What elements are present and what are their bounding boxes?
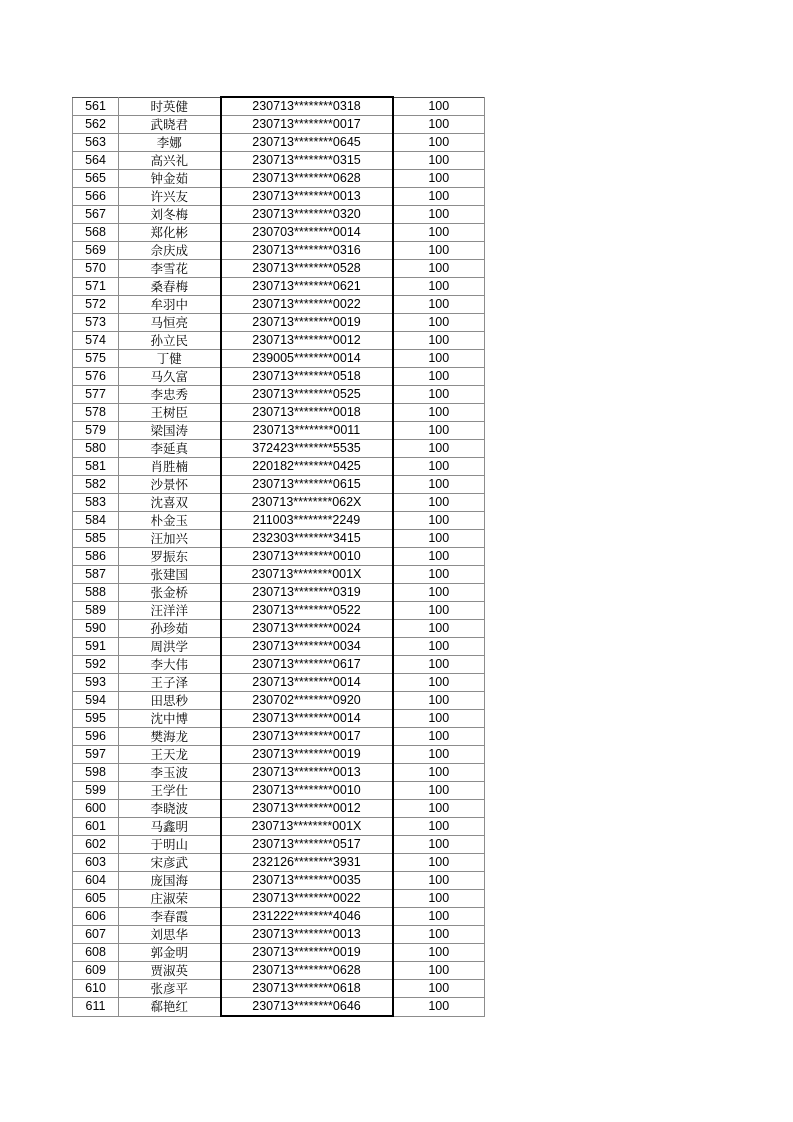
id-number: 230713********0019 (221, 314, 393, 332)
id-number: 230702********0920 (221, 692, 393, 710)
id-number: 230713********0528 (221, 260, 393, 278)
table-row (73, 242, 485, 260)
id-number: 230713********0014 (221, 674, 393, 692)
row-number: 608 (73, 944, 119, 962)
table-row (73, 764, 485, 782)
person-name: 李娜 (119, 134, 221, 152)
row-number: 571 (73, 278, 119, 296)
table-row (73, 206, 485, 224)
row-number: 610 (73, 980, 119, 998)
id-number: 230713********0022 (221, 890, 393, 908)
table-row (73, 97, 485, 116)
row-number: 594 (73, 692, 119, 710)
row-number: 582 (73, 476, 119, 494)
score-value: 100 (393, 908, 485, 926)
id-number: 230713********0646 (221, 998, 393, 1017)
row-number: 597 (73, 746, 119, 764)
score-value: 100 (393, 494, 485, 512)
id-number: 230713********0018 (221, 404, 393, 422)
roster-table-body (73, 97, 485, 1016)
score-value: 100 (393, 476, 485, 494)
table-row (73, 458, 485, 476)
row-number: 593 (73, 674, 119, 692)
person-name: 王子泽 (119, 674, 221, 692)
person-name: 钟金茹 (119, 170, 221, 188)
score-value: 100 (393, 782, 485, 800)
row-number: 607 (73, 926, 119, 944)
person-name: 孙珍茹 (119, 620, 221, 638)
id-number: 230713********0318 (221, 97, 393, 116)
table-row (73, 584, 485, 602)
table-row (73, 674, 485, 692)
id-number: 230713********0319 (221, 584, 393, 602)
person-name: 桑春梅 (119, 278, 221, 296)
id-number: 230713********0013 (221, 926, 393, 944)
table-row (73, 188, 485, 206)
table-row (73, 296, 485, 314)
id-number: 230713********0615 (221, 476, 393, 494)
row-number: 581 (73, 458, 119, 476)
score-value: 100 (393, 638, 485, 656)
score-value: 100 (393, 314, 485, 332)
person-name: 王学仕 (119, 782, 221, 800)
score-value: 100 (393, 602, 485, 620)
row-number: 561 (73, 97, 119, 116)
row-number: 598 (73, 764, 119, 782)
person-name: 张金桥 (119, 584, 221, 602)
table-row (73, 656, 485, 674)
id-number: 230713********0012 (221, 800, 393, 818)
person-name: 牟羽中 (119, 296, 221, 314)
id-number: 211003********2249 (221, 512, 393, 530)
row-number: 600 (73, 800, 119, 818)
table-row (73, 944, 485, 962)
score-value: 100 (393, 962, 485, 980)
score-value: 100 (393, 422, 485, 440)
id-number: 372423********5535 (221, 440, 393, 458)
person-name: 贾淑英 (119, 962, 221, 980)
table-row (73, 800, 485, 818)
table-row (73, 350, 485, 368)
id-number: 230713********0014 (221, 710, 393, 728)
table-row (73, 476, 485, 494)
table-row (73, 512, 485, 530)
score-value: 100 (393, 926, 485, 944)
score-value: 100 (393, 188, 485, 206)
row-number: 609 (73, 962, 119, 980)
table-row (73, 548, 485, 566)
id-number: 230713********0019 (221, 746, 393, 764)
row-number: 583 (73, 494, 119, 512)
score-value: 100 (393, 206, 485, 224)
person-name: 沈喜双 (119, 494, 221, 512)
person-name: 时英健 (119, 97, 221, 116)
row-number: 602 (73, 836, 119, 854)
row-number: 595 (73, 710, 119, 728)
id-number: 230713********0315 (221, 152, 393, 170)
row-number: 579 (73, 422, 119, 440)
person-name: 刘冬梅 (119, 206, 221, 224)
roster-table (72, 96, 485, 1017)
row-number: 573 (73, 314, 119, 332)
id-number: 230713********0617 (221, 656, 393, 674)
id-number: 230713********0010 (221, 548, 393, 566)
table-row (73, 134, 485, 152)
id-number: 232126********3931 (221, 854, 393, 872)
person-name: 庄淑荣 (119, 890, 221, 908)
person-name: 罗振东 (119, 548, 221, 566)
row-number: 565 (73, 170, 119, 188)
id-number: 232303********3415 (221, 530, 393, 548)
table-row (73, 368, 485, 386)
person-name: 许兴友 (119, 188, 221, 206)
table-row (73, 620, 485, 638)
row-number: 601 (73, 818, 119, 836)
person-name: 李春霞 (119, 908, 221, 926)
score-value: 100 (393, 116, 485, 134)
row-number: 569 (73, 242, 119, 260)
person-name: 刘思华 (119, 926, 221, 944)
id-number: 230713********0013 (221, 764, 393, 782)
person-name: 张建国 (119, 566, 221, 584)
person-name: 马恒亮 (119, 314, 221, 332)
score-value: 100 (393, 260, 485, 278)
score-value: 100 (393, 224, 485, 242)
id-number: 230713********001X (221, 566, 393, 584)
score-value: 100 (393, 764, 485, 782)
score-value: 100 (393, 278, 485, 296)
row-number: 605 (73, 890, 119, 908)
person-name: 郑化彬 (119, 224, 221, 242)
score-value: 100 (393, 512, 485, 530)
score-value: 100 (393, 998, 485, 1017)
person-name: 郭金明 (119, 944, 221, 962)
table-row (73, 386, 485, 404)
id-number: 230713********0024 (221, 620, 393, 638)
score-value: 100 (393, 97, 485, 116)
id-number: 230703********0014 (221, 224, 393, 242)
score-value: 100 (393, 710, 485, 728)
row-number: 567 (73, 206, 119, 224)
person-name: 李忠秀 (119, 386, 221, 404)
person-name: 孙立民 (119, 332, 221, 350)
table-row (73, 116, 485, 134)
score-value: 100 (393, 818, 485, 836)
person-name: 王天龙 (119, 746, 221, 764)
table-row (73, 710, 485, 728)
person-name: 马鑫明 (119, 818, 221, 836)
row-number: 589 (73, 602, 119, 620)
row-number: 588 (73, 584, 119, 602)
table-row (73, 440, 485, 458)
table-row (73, 962, 485, 980)
id-number: 230713********0645 (221, 134, 393, 152)
table-row (73, 224, 485, 242)
table-row (73, 152, 485, 170)
person-name: 李晓波 (119, 800, 221, 818)
score-value: 100 (393, 566, 485, 584)
id-number: 239005********0014 (221, 350, 393, 368)
score-value: 100 (393, 368, 485, 386)
table-row (73, 728, 485, 746)
person-name: 张彦平 (119, 980, 221, 998)
id-number: 230713********0316 (221, 242, 393, 260)
row-number: 577 (73, 386, 119, 404)
person-name: 肖胜楠 (119, 458, 221, 476)
table-row (73, 908, 485, 926)
row-number: 611 (73, 998, 119, 1017)
score-value: 100 (393, 332, 485, 350)
table-row (73, 602, 485, 620)
row-number: 584 (73, 512, 119, 530)
table-row (73, 818, 485, 836)
id-number: 220182********0425 (221, 458, 393, 476)
row-number: 568 (73, 224, 119, 242)
row-number: 590 (73, 620, 119, 638)
table-row (73, 692, 485, 710)
person-name: 李雪花 (119, 260, 221, 278)
row-number: 586 (73, 548, 119, 566)
person-name: 朴金玉 (119, 512, 221, 530)
row-number: 572 (73, 296, 119, 314)
person-name: 沈中博 (119, 710, 221, 728)
person-name: 丁健 (119, 350, 221, 368)
id-number: 230713********0034 (221, 638, 393, 656)
row-number: 576 (73, 368, 119, 386)
score-value: 100 (393, 872, 485, 890)
id-number: 230713********0525 (221, 386, 393, 404)
id-number: 230713********0017 (221, 116, 393, 134)
row-number: 585 (73, 530, 119, 548)
person-name: 佘庆成 (119, 242, 221, 260)
score-value: 100 (393, 656, 485, 674)
id-number: 230713********0010 (221, 782, 393, 800)
person-name: 樊海龙 (119, 728, 221, 746)
id-number: 230713********0522 (221, 602, 393, 620)
person-name: 高兴礼 (119, 152, 221, 170)
person-name: 马久富 (119, 368, 221, 386)
id-number: 230713********0019 (221, 944, 393, 962)
id-number: 230713********0035 (221, 872, 393, 890)
id-number: 230713********0628 (221, 170, 393, 188)
id-number: 230713********0621 (221, 278, 393, 296)
person-name: 李延真 (119, 440, 221, 458)
table-row (73, 854, 485, 872)
table-row (73, 836, 485, 854)
id-number: 230713********0320 (221, 206, 393, 224)
id-number: 230713********0628 (221, 962, 393, 980)
table-row (73, 314, 485, 332)
id-number: 230713********062X (221, 494, 393, 512)
row-number: 604 (73, 872, 119, 890)
score-value: 100 (393, 152, 485, 170)
row-number: 562 (73, 116, 119, 134)
table-row (73, 530, 485, 548)
score-value: 100 (393, 890, 485, 908)
table-row (73, 890, 485, 908)
row-number: 575 (73, 350, 119, 368)
table-row (73, 260, 485, 278)
table-row (73, 998, 485, 1017)
id-number: 230713********0012 (221, 332, 393, 350)
score-value: 100 (393, 170, 485, 188)
score-value: 100 (393, 674, 485, 692)
score-value: 100 (393, 440, 485, 458)
id-number: 230713********0517 (221, 836, 393, 854)
person-name: 李玉波 (119, 764, 221, 782)
row-number: 606 (73, 908, 119, 926)
id-number: 230713********0017 (221, 728, 393, 746)
table-row (73, 638, 485, 656)
id-number: 230713********0618 (221, 980, 393, 998)
score-value: 100 (393, 728, 485, 746)
id-number: 230713********0022 (221, 296, 393, 314)
score-value: 100 (393, 800, 485, 818)
person-name: 田思秒 (119, 692, 221, 710)
person-name: 宋彦武 (119, 854, 221, 872)
person-name: 沙景怀 (119, 476, 221, 494)
score-value: 100 (393, 836, 485, 854)
row-number: 563 (73, 134, 119, 152)
row-number: 587 (73, 566, 119, 584)
score-value: 100 (393, 548, 485, 566)
score-value: 100 (393, 242, 485, 260)
score-value: 100 (393, 404, 485, 422)
person-name: 周洪学 (119, 638, 221, 656)
row-number: 570 (73, 260, 119, 278)
score-value: 100 (393, 746, 485, 764)
id-number: 230713********0518 (221, 368, 393, 386)
table-row (73, 782, 485, 800)
table-row (73, 332, 485, 350)
person-name: 汪洋洋 (119, 602, 221, 620)
score-value: 100 (393, 944, 485, 962)
score-value: 100 (393, 980, 485, 998)
table-row (73, 422, 485, 440)
score-value: 100 (393, 584, 485, 602)
id-number: 230713********0013 (221, 188, 393, 206)
row-number: 591 (73, 638, 119, 656)
person-name: 于明山 (119, 836, 221, 854)
table-row (73, 566, 485, 584)
person-name: 庞国海 (119, 872, 221, 890)
person-name: 李大伟 (119, 656, 221, 674)
score-value: 100 (393, 692, 485, 710)
id-number: 230713********0011 (221, 422, 393, 440)
row-number: 574 (73, 332, 119, 350)
row-number: 566 (73, 188, 119, 206)
table-row (73, 746, 485, 764)
person-name: 武晓君 (119, 116, 221, 134)
score-value: 100 (393, 854, 485, 872)
id-number: 231222********4046 (221, 908, 393, 926)
row-number: 580 (73, 440, 119, 458)
row-number: 564 (73, 152, 119, 170)
person-name: 梁国涛 (119, 422, 221, 440)
row-number: 578 (73, 404, 119, 422)
score-value: 100 (393, 134, 485, 152)
table-row (73, 404, 485, 422)
table-row (73, 980, 485, 998)
table-row (73, 926, 485, 944)
score-value: 100 (393, 296, 485, 314)
row-number: 603 (73, 854, 119, 872)
table-row (73, 170, 485, 188)
score-value: 100 (393, 386, 485, 404)
table-row (73, 278, 485, 296)
score-value: 100 (393, 530, 485, 548)
row-number: 592 (73, 656, 119, 674)
table-row (73, 872, 485, 890)
score-value: 100 (393, 458, 485, 476)
score-value: 100 (393, 350, 485, 368)
id-number: 230713********001X (221, 818, 393, 836)
table-row (73, 494, 485, 512)
row-number: 599 (73, 782, 119, 800)
person-name: 王树臣 (119, 404, 221, 422)
row-number: 596 (73, 728, 119, 746)
score-value: 100 (393, 620, 485, 638)
person-name: 汪加兴 (119, 530, 221, 548)
person-name: 郗艳红 (119, 998, 221, 1017)
